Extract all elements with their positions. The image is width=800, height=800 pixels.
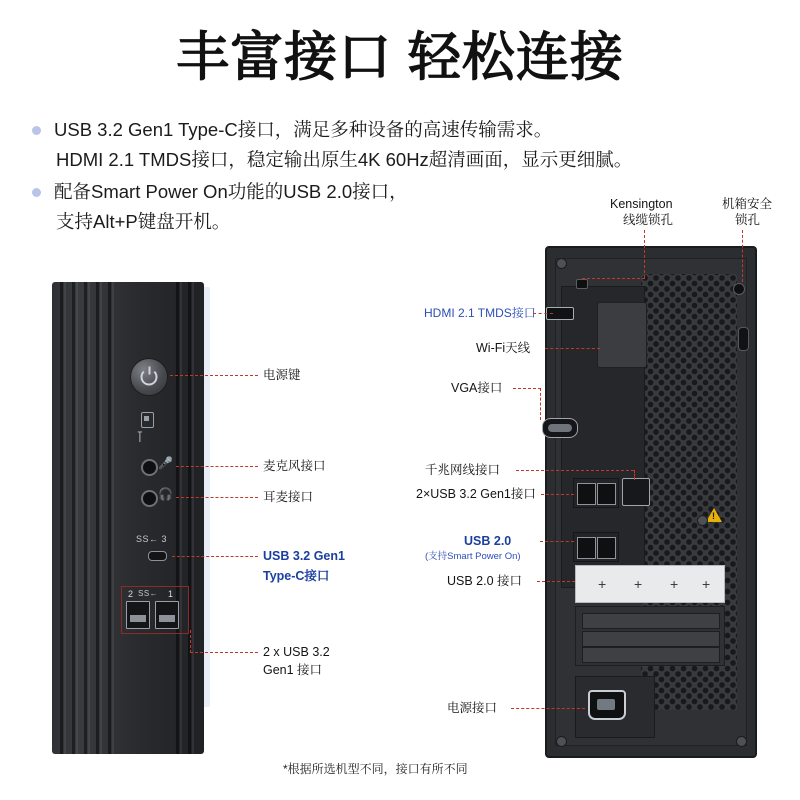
label-usb2-port: USB 2.0 接口 [447, 574, 523, 588]
expansion-slot-group [575, 606, 725, 666]
label-type-c-line2: Type-C接口 [263, 569, 330, 583]
label-kensington-line1: Kensington [610, 197, 673, 211]
usb2-port-b[interactable] [597, 537, 616, 559]
leader-mic-jack [176, 466, 258, 467]
label-vga: VGA接口 [451, 381, 503, 395]
usb2-port-pair[interactable] [573, 532, 619, 562]
leader-power-button [170, 375, 258, 376]
bullet-1-line-1: USB 3.2 Gen1 Type-C接口，满足多种设备的高速传输需求。 [54, 119, 553, 140]
bullet-dot-icon [32, 126, 41, 135]
bullet-1-line-2: HDMI 2.1 TMDS接口，稳定输出原生4K 60Hz超清画面，显示更细腻。 [56, 149, 633, 170]
label-kensington-line2: 线缆锁孔 [623, 213, 674, 227]
leader-usb2-port [537, 581, 575, 582]
leader-kensington [644, 230, 645, 278]
leader-headset-jack [176, 497, 258, 498]
leader-chassis-lock [742, 230, 743, 282]
label-power-connector: 电源接口 [447, 701, 498, 715]
power-button[interactable] [130, 358, 168, 396]
leader-type-c [172, 556, 258, 557]
leader-vga-vertical [540, 388, 541, 420]
label-power-button: 电源键 [263, 368, 301, 382]
label-usb2-sub: (支持Smart Power On) [425, 551, 521, 562]
chassis-screw [697, 515, 708, 526]
front-panel-chassis [52, 282, 204, 754]
front-usb-port-2[interactable] [126, 601, 150, 629]
type-c-port-mark: SS← 3 [136, 534, 168, 544]
leader-usb2 [540, 541, 574, 542]
usb-port-number-2: 2 [128, 589, 134, 599]
label-headset-jack: 耳麦接口 [263, 490, 314, 504]
feature-bullets [28, 115, 788, 239]
leader-hdmi [533, 313, 553, 314]
headset-icon: 🎧 [158, 487, 173, 501]
chassis-security-lock-hole [733, 283, 745, 295]
leader-front-usb-vertical [190, 630, 191, 653]
usb3-port-a[interactable] [577, 483, 596, 505]
bullet-2-line-1: 配备Smart Power On功能的USB 2.0接口， [54, 181, 408, 202]
wifi-antenna-module [597, 302, 647, 368]
label-wifi: Wi-Fi天线 [476, 341, 531, 355]
power-connector[interactable] [588, 690, 626, 720]
label-front-usb-line1: 2 x USB 3.2 [263, 645, 330, 659]
leader-power-connector [511, 708, 585, 709]
label-mic-jack: 麦克风接口 [263, 459, 326, 473]
label-usb3: 2×USB 3.2 Gen1接口 [416, 487, 536, 501]
footnote: *根据所选机型不同，接口有所不同 [283, 762, 468, 776]
label-hdmi: HDMI 2.1 TMDS接口 [424, 306, 536, 320]
label-lan: 千兆网线接口 [425, 463, 501, 477]
label-chassis-lock-line2: 锁孔 [735, 213, 761, 227]
usb-superspeed-mark: SS← [138, 589, 159, 598]
usb2-port-a[interactable] [577, 537, 596, 559]
wifi-antenna-hole [738, 327, 749, 351]
usb3-port-b[interactable] [597, 483, 616, 505]
leader-lan [516, 470, 634, 471]
label-usb2-title: USB 2.0 [464, 534, 512, 548]
usb3-port-pair[interactable] [573, 478, 619, 508]
bullet-2-line-2: 支持Alt+P键盘开机。 [56, 211, 231, 232]
vga-port[interactable] [542, 418, 578, 438]
kensington-lock-slot [576, 279, 588, 289]
chassis-screw [556, 736, 567, 747]
usb-port-number-1: 1 [168, 589, 174, 599]
label-type-c-line1: USB 3.2 Gen1 [263, 549, 345, 563]
leader-usb3 [541, 494, 574, 495]
bullet-item-2 [28, 177, 788, 237]
hdd-indicator-icon [141, 412, 154, 428]
power-icon [141, 369, 158, 386]
warning-triangle-icon [706, 508, 722, 522]
usb-type-c-port[interactable] [148, 551, 167, 561]
leader-vga-horizontal [513, 388, 541, 389]
label-chassis-lock-line1: 机箱安全 [722, 197, 773, 211]
front-usb-port-1[interactable] [155, 601, 179, 629]
page-title: 丰富接口 轻松连接 [176, 28, 624, 87]
card-reader-icon: ⊺ [136, 428, 144, 446]
microphone-jack[interactable] [141, 459, 158, 476]
headset-jack[interactable] [141, 490, 158, 507]
leader-front-usb [190, 652, 258, 653]
chassis-screw [736, 736, 747, 747]
expansion-slot-cover: + + + + [575, 565, 725, 603]
microphone-icon: 🎤 [158, 456, 173, 470]
ethernet-port[interactable] [622, 478, 650, 506]
label-front-usb-line2: Gen1 接口 [263, 663, 323, 677]
leader-kensington-horizontal [582, 278, 645, 279]
bullet-dot-icon [32, 188, 41, 197]
leader-wifi [545, 348, 600, 349]
leader-lan-vertical [634, 470, 635, 480]
chassis-screw [556, 258, 567, 269]
bullet-item-1 [28, 115, 788, 175]
